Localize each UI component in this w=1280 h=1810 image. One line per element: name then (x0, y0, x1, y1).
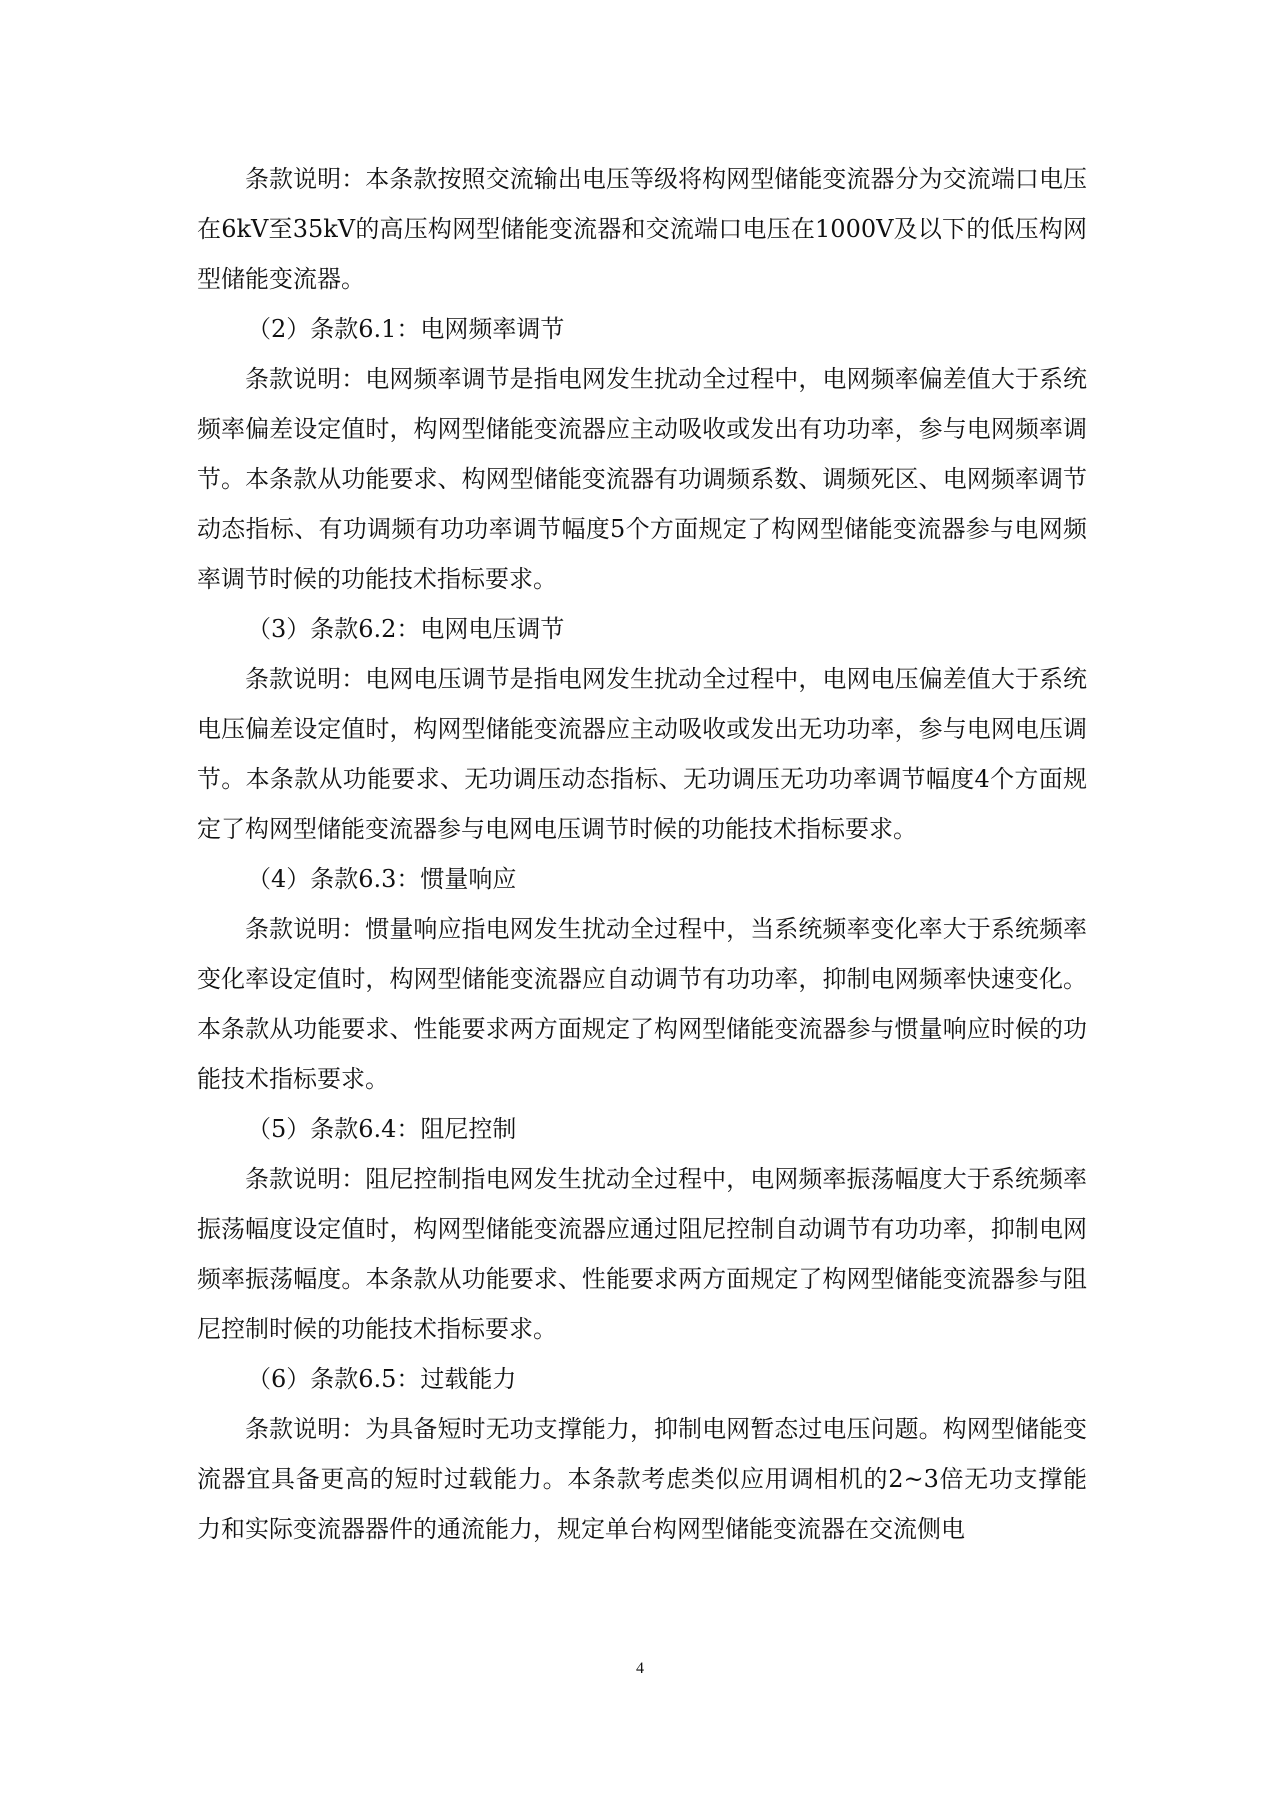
clause-explanation-6-4: 条款说明：阻尼控制指电网发生扰动全过程中，电网频率振荡幅度大于系统频率振荡幅度设定值时，构网型储能变流器应通过阻尼控制自动调节有功功率，抑制电网频率振荡幅度。本条款从功能要求、性能要求两方面规定了构网型储能变流器参与阻尼控制时候的功能技术指标要求。 (197, 1165, 1087, 1343)
clause-heading-6-2: （3）条款6.2：电网电压调节 (247, 615, 565, 643)
clause-heading-6-5: （6）条款6.5：过载能力 (247, 1365, 517, 1393)
clause-explanation-6-3: 条款说明：惯量响应指电网发生扰动全过程中，当系统频率变化率大于系统频率变化率设定值时，构网型储能变流器应自动调节有功功率，抑制电网频率快速变化。本条款从功能要求、性能要求两方面规定了构网型储能变流器参与惯量响应时候的功能技术指标要求。 (197, 915, 1087, 1093)
clause-heading-6-4: （5）条款6.4：阻尼控制 (247, 1115, 517, 1143)
clause-heading-6-3: （4）条款6.3：惯量响应 (247, 865, 517, 893)
clause-explanation-6-2: 条款说明：电网电压调节是指电网发生扰动全过程中，电网电压偏差值大于系统电压偏差设定值时，构网型储能变流器应主动吸收或发出无功功率，参与电网电压调节。本条款从功能要求、无功调压动态指标、无功调压无功功率调节幅度4个方面规定了构网型储能变流器参与电网电压调节时候的功能技术指标要求。 (197, 665, 1087, 843)
clause-heading-6-1: （2）条款6.1：电网频率调节 (247, 315, 565, 343)
page-number: 4 (636, 1660, 644, 1677)
document-body (197, 154, 1087, 1554)
clause-explanation-6-5: 条款说明：为具备短时无功支撑能力，抑制电网暂态过电压问题。构网型储能变流器宜具备更高的短时过载能力。本条款考虑类似应用调相机的2~3倍无功支撑能力和实际变流器器件的通流能力，规定单台构网型储能变流器在交流侧电 (197, 1415, 1087, 1543)
clause-explanation-voltage-classification: 条款说明：本条款按照交流输出电压等级将构网型储能变流器分为交流端口电压在6kV至35kV的高压构网型储能变流器和交流端口电压在1000V及以下的低压构网型储能变流器。 (197, 165, 1087, 293)
clause-explanation-6-1: 条款说明：电网频率调节是指电网发生扰动全过程中，电网频率偏差值大于系统频率偏差设定值时，构网型储能变流器应主动吸收或发出有功功率，参与电网频率调节。本条款从功能要求、构网型储能变流器有功调频系数、调频死区、电网频率调节动态指标、有功调频有功功率调节幅度5个方面规定了构网型储能变流器参与电网频率调节时候的功能技术指标要求。 (197, 365, 1087, 593)
